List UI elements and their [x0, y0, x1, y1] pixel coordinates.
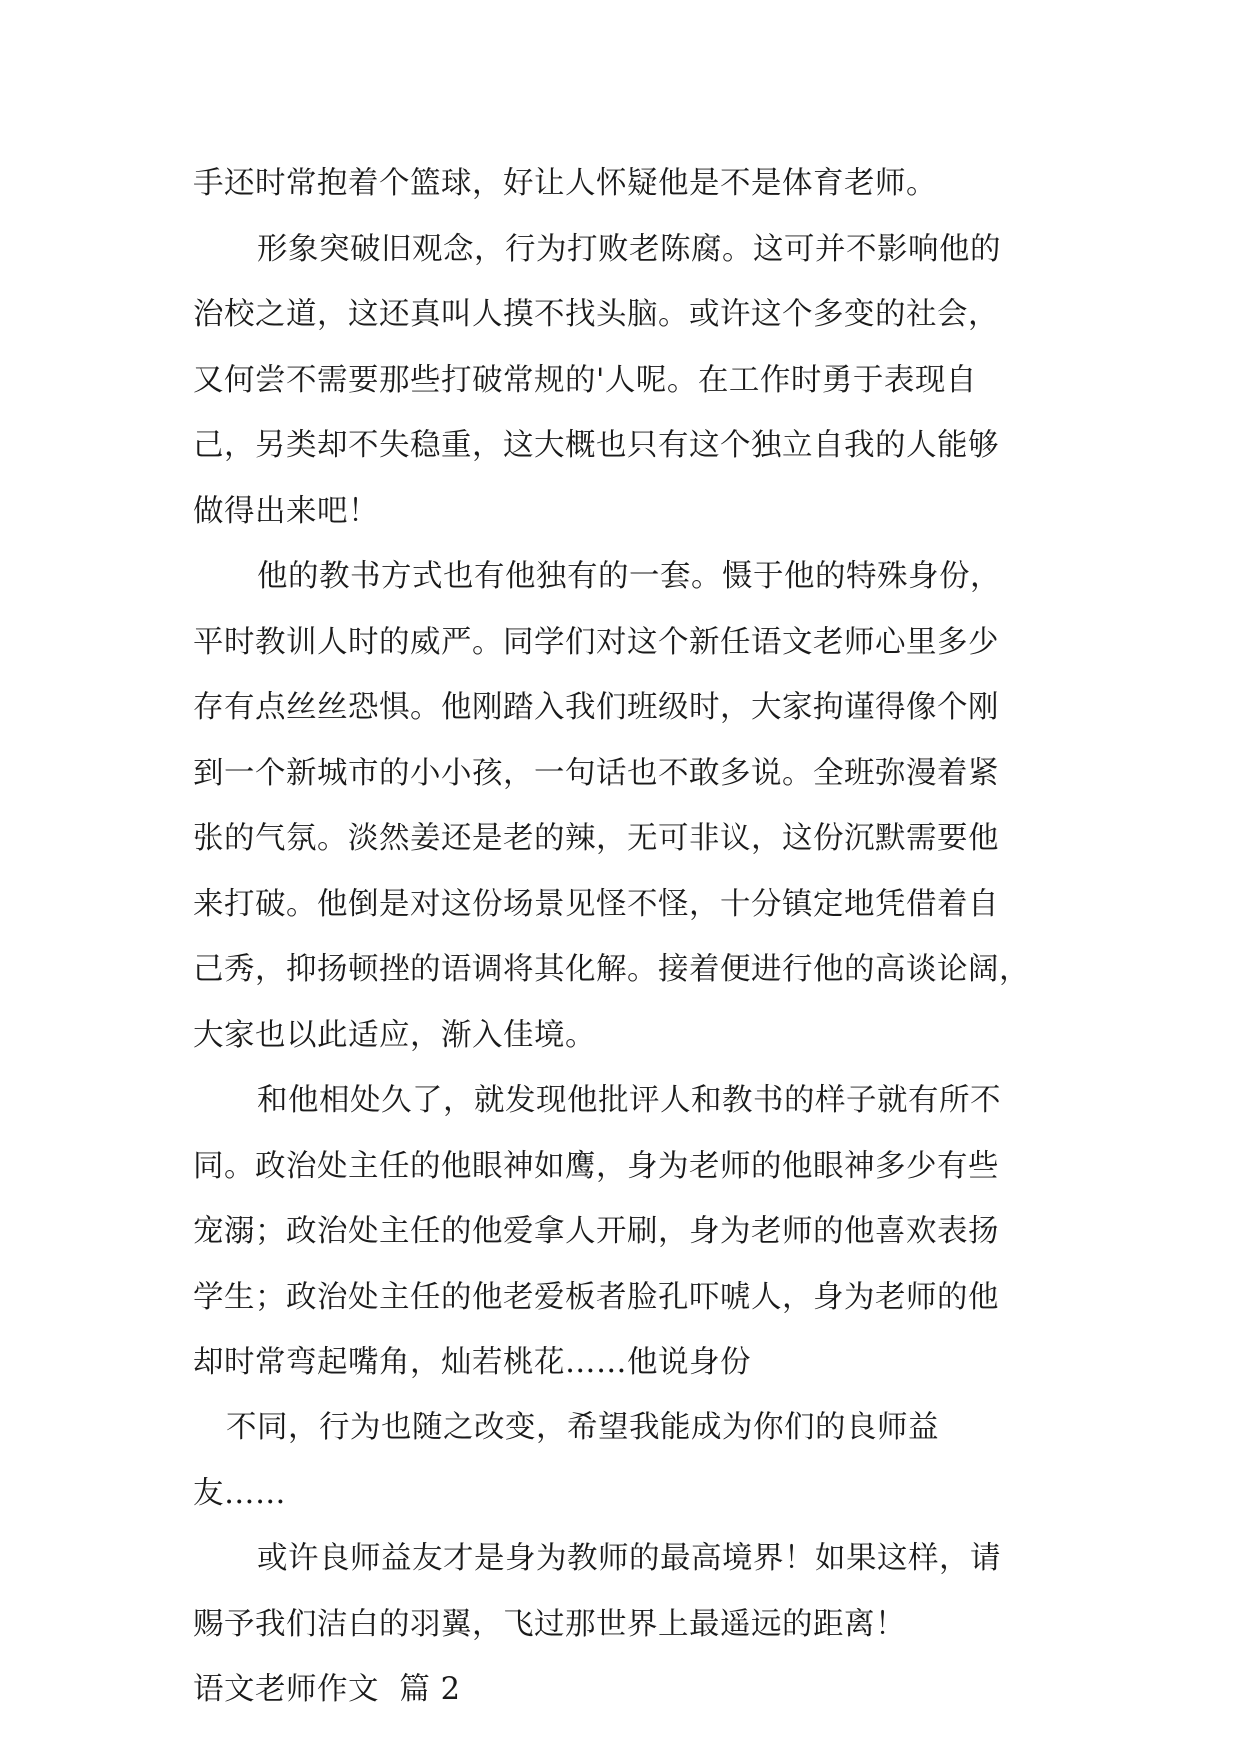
text-line: 却时常弯起嘴角，灿若桃花……他说身份 [193, 1345, 751, 1380]
text-line: 己，另类却不失稳重，这大概也只有这个独立自我的人能够 [193, 428, 999, 463]
text-line: 来打破。他倒是对这份场景见怪不怪，十分镇定地凭借着自 [193, 887, 999, 922]
text-line: 大家也以此适应，渐入佳境。 [193, 1018, 596, 1053]
text-line: 做得出来吧！ [193, 494, 379, 529]
text-line: 友…… [193, 1476, 286, 1511]
text-line: 同。政治处主任的他眼神如鹰，身为老师的他眼神多少有些 [193, 1149, 999, 1184]
text-line: 己秀，抑扬顿挫的语调将其化解。接着便进行他的高谈论阔， [193, 952, 1030, 987]
text-line: 学生；政治处主任的他老爱板者脸孔吓唬人，身为老师的他 [193, 1280, 999, 1315]
text-line: 张的气氛。淡然姜还是老的辣，无可非议，这份沉默需要他 [193, 821, 999, 856]
text-line: 赐予我们洁白的羽翼，飞过那世界上最遥远的距离！ [193, 1607, 906, 1642]
text-line: 平时教训人时的威严。同学们对这个新任语文老师心里多少 [193, 625, 999, 660]
paragraph-start-line: 和他相处久了，就发现他批评人和教书的样子就有所不 [257, 1083, 1001, 1118]
text-line: 治校之道，这还真叫人摸不找头脑。或许这个多变的社会， [193, 297, 999, 332]
text-line: 又何尝不需要那些打破常规的'人呢。在工作时勇于表现自 [193, 363, 977, 398]
text-line: 手还时常抱着个篮球，好让人怀疑他是不是体育老师。 [193, 166, 937, 201]
section-heading: 语文老师作文 篇 2 [193, 1672, 461, 1707]
text-line: 存有点丝丝恐惧。他刚踏入我们班级时，大家拘谨得像个刚 [193, 690, 999, 725]
text-line: 到一个新城市的小小孩，一句话也不敢多说。全班弥漫着紧 [193, 756, 999, 791]
paragraph-start-line: 或许良师益友才是身为教师的最高境界！如果这样，请 [257, 1541, 1001, 1576]
paragraph-start-line: 不同，行为也随之改变，希望我能成为你们的良师益 [226, 1410, 939, 1445]
paragraph-start-line: 形象突破旧观念，行为打败老陈腐。这可并不影响他的 [257, 232, 1001, 267]
paragraph-start-line: 他的教书方式也有他独有的一套。慑于他的特殊身份， [257, 559, 1001, 594]
text-line: 宠溺；政治处主任的他爱拿人开刷，身为老师的他喜欢表扬 [193, 1214, 999, 1249]
